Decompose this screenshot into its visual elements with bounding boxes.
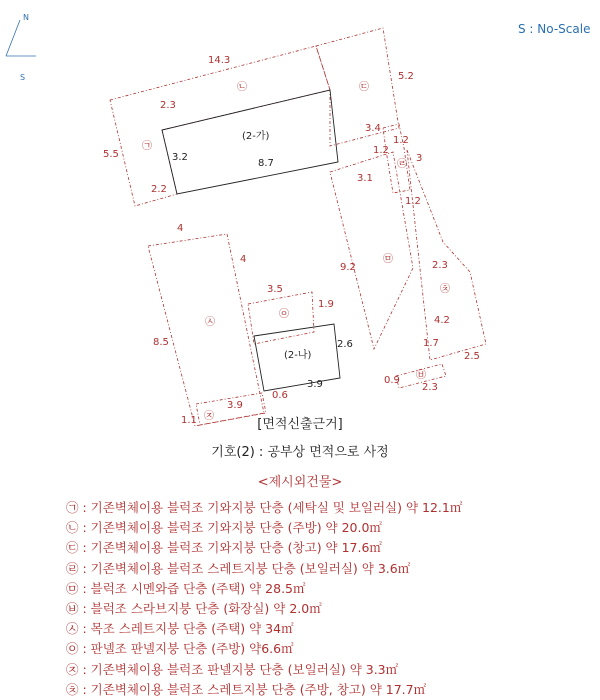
legend-item: ㉤ : 블럭조 시멘와즙 단층 (주택) 약 28.5㎡: [66, 580, 306, 596]
legend-item: ㉦ : 목조 스레트지붕 단층 (주택) 약 34㎡: [66, 621, 294, 637]
dim-f-23: 2.3: [422, 382, 438, 393]
symbol-a: ㉠: [142, 141, 152, 152]
symbol-f: ㉥: [416, 370, 426, 381]
symbol-h: ㉧: [279, 309, 289, 320]
dim-e-92: 9.2: [340, 262, 356, 273]
symbol-g: ㉦: [205, 317, 215, 328]
dim-i-11: 1.1: [181, 415, 197, 426]
dim-b-39: 3.9: [307, 379, 323, 390]
dim-g-4b: 4: [240, 254, 247, 265]
legend-item: ㉩ : 기존벽체이용 블럭조 스레트지붕 단층 (주방, 창고) 약 17.7㎡: [66, 681, 427, 697]
dim-i-06: 0.6: [272, 390, 288, 401]
dim-j-23: 2.3: [432, 260, 448, 271]
symbol-i: ㉨: [204, 411, 214, 422]
legend-item: ㉨ : 기존벽체이용 블럭조 판넬지붕 단층 (보일러실) 약 3.3㎡: [66, 661, 399, 677]
dim-j-17: 1.7: [423, 338, 439, 349]
dim-55: 5.5: [103, 149, 119, 160]
area-basis-title: [면적신출근거]: [257, 417, 343, 432]
dim-e-31: 3.1: [357, 173, 373, 184]
compass: [6, 13, 36, 82]
dim-h-19: 1.9: [318, 299, 334, 310]
dim-143: 14.3: [208, 55, 231, 66]
outline-b: [316, 28, 399, 146]
dim-52: 5.2: [398, 71, 414, 82]
dim-a-87: 8.7: [258, 158, 274, 169]
outline-a: [110, 46, 330, 206]
outline-g: [148, 234, 264, 426]
symbol-c: ㉢: [359, 82, 369, 93]
dim-b-26: 2.6: [337, 339, 353, 350]
legend-item: ㉢ : 기존벽체이용 블럭조 기와지붕 단층 (창고) 약 17.6㎡: [66, 540, 382, 556]
legend-item: ㉥ : 블럭조 스라브지붕 단층 (화장실) 약 2.0㎡: [66, 600, 322, 616]
area-note: 기호(2) : 공부상 면적으로 사정: [211, 445, 389, 460]
compass-north: N: [23, 13, 29, 22]
building-2ga-label: (2-가): [242, 131, 270, 142]
symbol-d: ㉣: [397, 159, 407, 170]
symbol-j: ㉩: [440, 284, 450, 295]
excluded-buildings-title: <제시외건물>: [257, 475, 343, 490]
scale-note: S : No-Scale: [518, 22, 591, 36]
dim-a-22: 2.2: [151, 184, 167, 195]
dim-h-35: 3.5: [267, 284, 283, 295]
dim-g-85: 8.5: [153, 337, 169, 348]
legend-item: ㉣ : 기존벽체이용 블럭조 스레트지붕 단층 (보일러실) 약 3.6㎡: [66, 560, 411, 576]
legend-item: ㉧ : 판넬조 판넬지붕 단층 (주방) 약6.6㎡: [66, 641, 294, 657]
dim-d-12b: 1.2: [373, 145, 389, 156]
building-2ga: [162, 90, 338, 194]
dim-d-3: 3: [416, 153, 423, 164]
dim-a-23: 2.3: [160, 100, 176, 111]
symbol-b: ㉡: [237, 82, 247, 93]
dim-c-34: 3.4: [365, 123, 381, 134]
legend-item: ㉡ : 기존벽체이용 블럭조 기와지붕 단층 (주방) 약 20.0㎡: [66, 520, 382, 536]
dim-f-09: 0.9: [384, 375, 400, 386]
dim-j-25: 2.5: [464, 351, 480, 362]
building-2na-label: (2-나): [284, 350, 312, 361]
dim-d-12a: 1.2: [393, 135, 409, 146]
dim-a-32: 3.2: [172, 152, 188, 163]
legend-item: ㉠ : 기존벽체이용 블럭조 기와지붕 단층 (세탁실 및 보일러실) 약 12.1㎡: [66, 500, 463, 515]
legend-list: [66, 498, 462, 700]
symbol-e: ㉤: [383, 254, 393, 265]
dim-d-12c: 1.2: [405, 196, 421, 207]
dim-g-4a: 4: [177, 223, 184, 234]
dim-i-39: 3.9: [227, 400, 243, 411]
dim-j-42: 4.2: [434, 315, 450, 326]
outline-j: [407, 150, 486, 360]
compass-south: S: [20, 73, 26, 82]
